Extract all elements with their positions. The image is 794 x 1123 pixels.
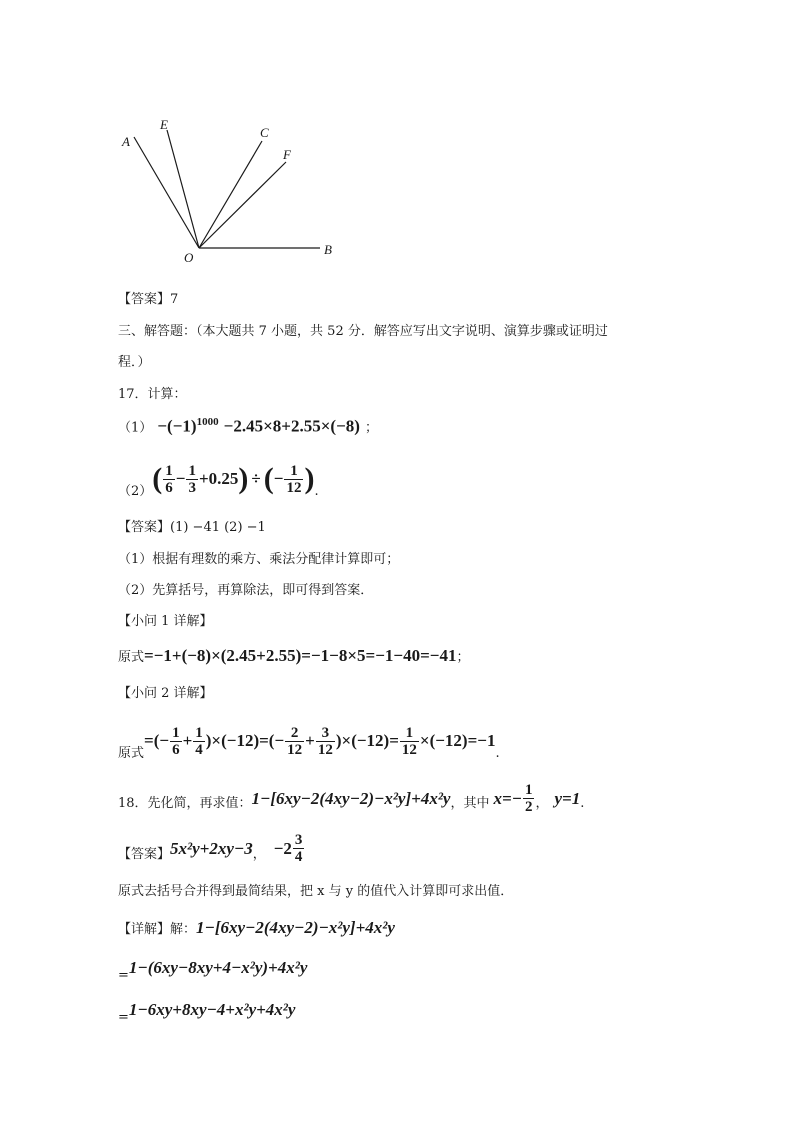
label-E: E [160,117,168,132]
label-F: F [283,147,291,162]
q18-title: 18．先化简，再求值： [118,795,252,811]
q17-part2-label: （2） [118,484,153,499]
q18-step-2: $_=$1−6xy+8xy−4+x²y+4x²y [118,1000,296,1025]
q17-sub1-heading: 【小问 1 详解】 [118,614,213,629]
q18-expression: 1−[6xy−2(4xy−2)−x²y]+4x²y [251,788,451,808]
section-3-heading-cont: 程．） [118,355,151,370]
q17-part1-exponent: 1000 [196,416,219,428]
label-B: B [324,242,332,257]
answer-16: 【答案】7 [118,292,179,307]
q17-part1 [118,416,378,436]
label-A: A [122,134,130,149]
q17-part1-expr-a: −(−1) [157,416,197,436]
fraction: $\frac{1}{3}$ [188,462,196,496]
fraction: $\frac{1}{6}$ [172,724,180,758]
fraction: $\frac{2}{12}$ [287,724,303,758]
fraction: $\frac{1}{12}$ [401,724,417,758]
fraction: $\frac{1}{6}$ [165,462,173,496]
q17-title: 17．计算： [118,387,187,402]
q17-part1-expr-b: −2.45×8+2.55×(−8) [223,416,360,436]
fraction: $\frac{3}{4}$ [294,832,303,865]
q17-note-2: （2）先算括号，再算除法，即可得到答案． [118,583,374,598]
fraction: $\frac{1}{2}$ [524,782,533,815]
q18-statement: 18．先化简，再求值： 1−[6xy−2(4xy−2)−x²y]+4x²y ，其中 x=− $\frac{1}{2}$ ， y=1 . [118,782,585,815]
q17-note-1: （1）根据有理数的乘方、乘法分配律计算即可； [118,552,400,567]
q17-solution-1: 原式=−1+(−8)×(2.45+2.55)=−1−8×5=−1−40=−41； [118,646,470,665]
fraction: $\frac{1}{4}$ [195,724,203,758]
ray-OE [167,130,199,248]
section-3-heading: 三、解答题：（本大题共 7 小题，共 52 分．解答应写出文字说明、演算步骤或证明过 [118,324,608,339]
q18-step-1: $_=$1−(6xy−8xy+4−x²y)+4x²y [118,958,308,983]
fraction: $\frac{1}{12}$ [286,462,302,496]
q18-note: 原式去括号合并得到最简结果，把 x 与 y 的值代入计算即可求出值． [118,884,514,899]
q17-answer: 【答案】(1) −41 (2) −1 [118,520,266,535]
q17-part1-end: ； [365,420,379,436]
fraction: $\frac{3}{12}$ [317,724,333,758]
q18-detail: 【详解】解：1−[6xy−2(4xy−2)−x²y]+4x²y [118,918,395,937]
q18-answer: 【答案】 5x²y+2xy−3 ， −2 $\frac{3}{4}$ [118,832,303,865]
q17-part2: （2） ( $\frac{1}{6}$ − $\frac{1}{3}$ +0.25 ) ÷ ( − $\frac{1}{12}$ ) . [118,462,319,499]
label-O: O [184,250,194,265]
label-C: C [260,125,269,140]
q17-sub2-heading: 【小问 2 详解】 [118,686,213,701]
q17-solution-2: 原式 =(− $\frac{1}{6}$ + $\frac{1}{4}$ )×(−12)=(− $\frac{2}{12}$ + $\frac{3}{12}$ )×(−12)= $\frac{1}{12}$ ×(−12)=−1 . [118,724,500,761]
angle-diagram [110,110,350,270]
ray-OA [134,137,199,248]
q17-part1-label: （1） [118,420,153,436]
